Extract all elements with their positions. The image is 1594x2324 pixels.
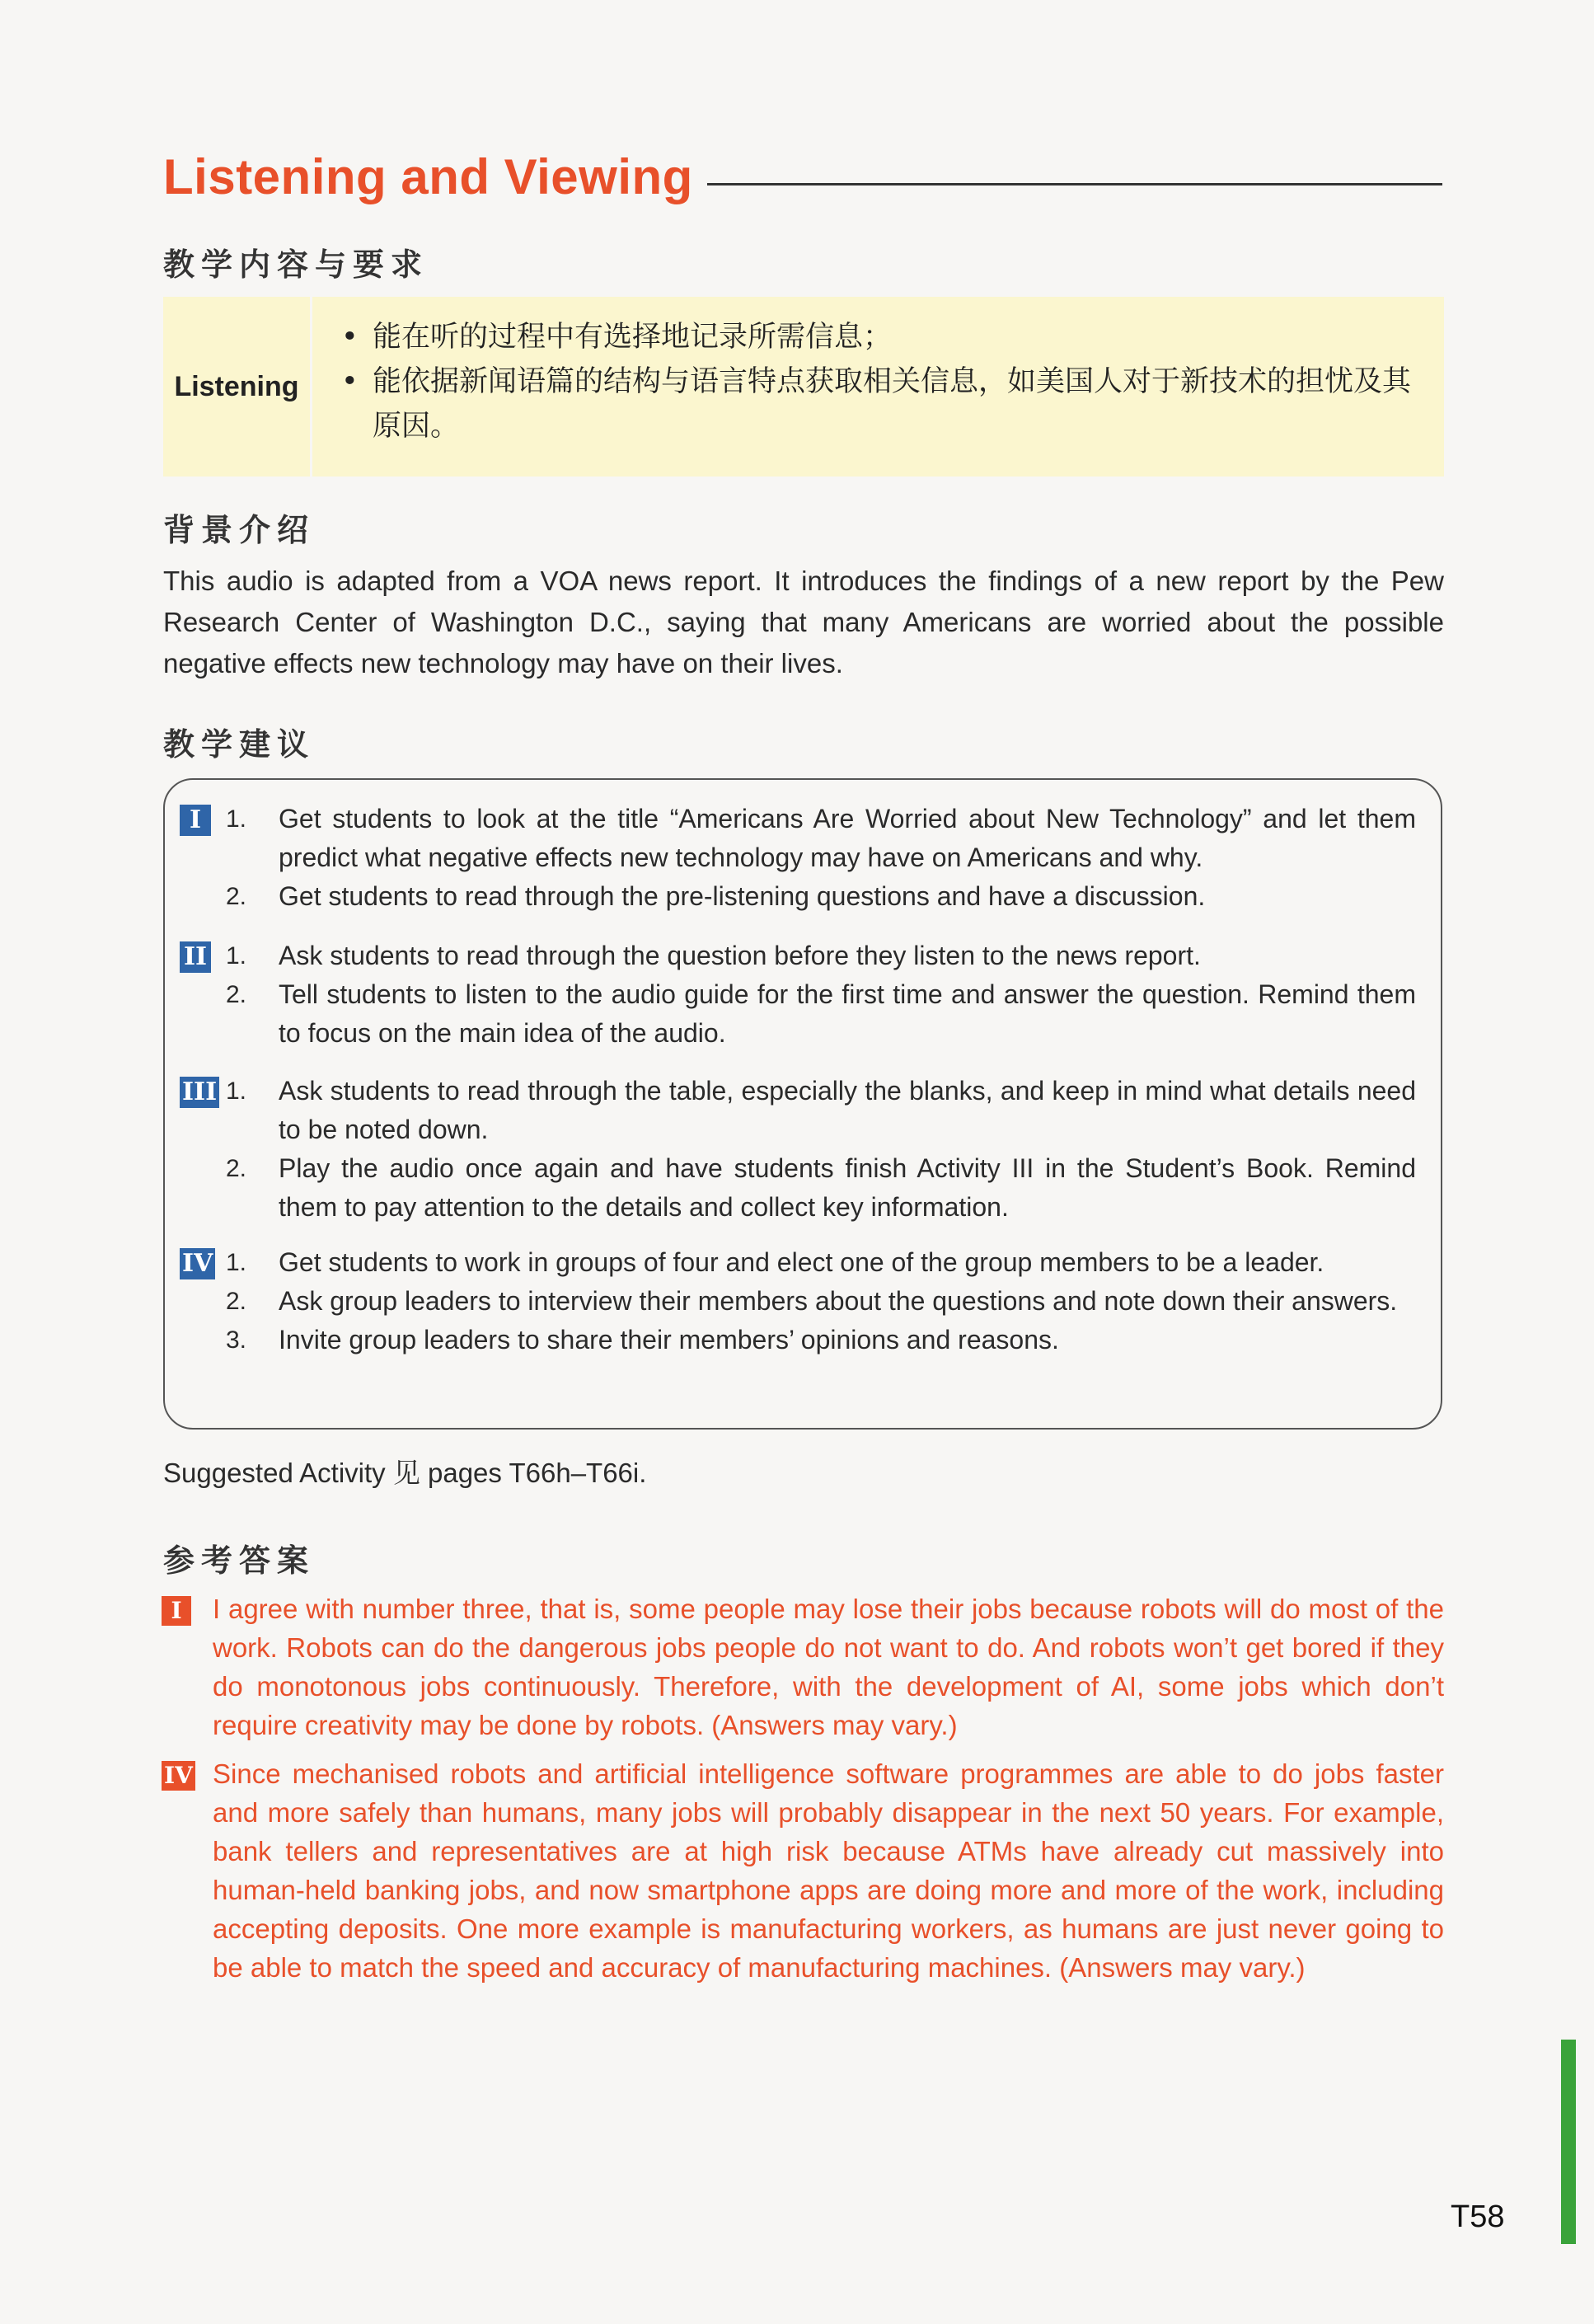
side-tab-bar [1561, 2040, 1576, 2244]
item-text: Ask students to read through the question before they listen to the news report. [279, 941, 1201, 970]
item-text: Tell students to listen to the audio guide for the first time and answer the question. Remind them to focus on the main idea of the audio. [279, 979, 1416, 1048]
item-number: 1. [226, 942, 247, 970]
advice-item [180, 1282, 1416, 1321]
advice-item [180, 1072, 1416, 1149]
item-number: 2. [226, 1288, 247, 1315]
answer-text: Since mechanised robots and artificial intelligence software programmes are able to do jobs faster and more safely than humans, many jobs will probably disappear in the next 50 years. For example, bank tellers and representatives are at high risk because ATMs have already cut massively into human-held banking jobs, and now smartphone apps are doing more and more of the work, including accepting deposits. One more example is manufacturing workers, as humans are just never going to be able to match the speed and accuracy of manufacturing machines. (Answers may vary.) [213, 1758, 1444, 1983]
advice-group-2 [180, 937, 1416, 1053]
advice-badge: II [180, 941, 211, 973]
advice-badge: IV [180, 1248, 215, 1279]
item-text: Play the audio once again and have students finish Activity III in the Student’s Book. Remind them to pay attention to the details and collect key information. [279, 1153, 1416, 1222]
advice-item [180, 937, 1416, 975]
advice-item [180, 1149, 1416, 1227]
advice-group-3 [180, 1072, 1416, 1227]
heading-answers: 参考答案 [163, 1542, 316, 1579]
item-number: 2. [226, 883, 247, 910]
item-number: 1. [226, 1077, 247, 1105]
advice-group-4 [180, 1243, 1416, 1359]
advice-group-1 [180, 800, 1416, 916]
requirement-text: 能在听的过程中有选择地记录所需信息； [373, 321, 893, 354]
requirement-item [336, 359, 1419, 448]
answer-2 [162, 1754, 1444, 1987]
requirements-divider [310, 297, 312, 477]
answer-1 [162, 1589, 1444, 1744]
item-text: Get students to read through the pre-listening questions and have a discussion. [279, 881, 1206, 911]
background-paragraph: This audio is adapted from a VOA news report. It introduces the findings of a new report by the Pew Research Center of Washington D.C., saying that many Americans are worried about the possible negative effects new technology may have on their lives. [163, 566, 1444, 678]
answer-badge: IV [162, 1761, 195, 1791]
advice-item [180, 1321, 1416, 1359]
heading-advice: 教学建议 [163, 726, 316, 763]
advice-item [180, 877, 1416, 916]
advice-item [180, 1243, 1416, 1282]
answer-text: I agree with number three, that is, some people may lose their jobs because robots will do most of the work. Robots can do the dangerous jobs people do not want to do. And robots won’t get bored if they do monotonous jobs continuously. Therefore, with the development of AI, some jobs which don’t require creativity may be done by robots. (Answers may vary.) [213, 1594, 1444, 1740]
item-number: 2. [226, 981, 247, 1008]
item-number: 1. [226, 805, 247, 833]
heading-requirements: 教学内容与要求 [163, 246, 429, 283]
advice-badge: III [180, 1077, 219, 1108]
page-number: T58 [1451, 2200, 1505, 2234]
advice-item [180, 800, 1416, 877]
item-number: 1. [226, 1249, 247, 1276]
item-text: Ask students to read through the table, especially the blanks, and keep in mind what details need to be noted down. [279, 1076, 1416, 1144]
bullet: • [341, 321, 359, 354]
item-number: 3. [226, 1326, 247, 1354]
heading-background: 背景介绍 [163, 512, 316, 548]
item-number: 2. [226, 1155, 247, 1182]
requirements-box [163, 297, 1444, 477]
page-title: Listening and Viewing [163, 149, 693, 204]
advice-item [180, 975, 1416, 1053]
title-rule [707, 183, 1442, 185]
item-text: Get students to work in groups of four and elect one of the group members to be a leader. [279, 1247, 1324, 1277]
bullet: • [341, 365, 359, 398]
answer-badge: I [162, 1596, 191, 1626]
title-row [163, 148, 1442, 214]
advice-box [163, 778, 1442, 1430]
requirement-item [336, 315, 1419, 359]
requirements-list [336, 315, 1419, 448]
requirements-label: Listening [174, 370, 299, 402]
item-text: Get students to look at the title “Americans Are Worried about New Technology” and let them predict what negative effects new technology may have on Americans and why. [279, 804, 1416, 872]
requirement-text: 能依据新闻语篇的结构与语言特点获取相关信息，如美国人对于新技术的担忧及其原因。 [373, 365, 1412, 443]
item-text: Invite group leaders to share their members’ opinions and reasons. [279, 1325, 1059, 1354]
suggested-activity: Suggested Activity 见 pages T66h–T66i. [163, 1458, 647, 1488]
item-text: Ask group leaders to interview their members about the questions and note down their answers. [279, 1286, 1398, 1316]
advice-badge: I [180, 805, 211, 836]
